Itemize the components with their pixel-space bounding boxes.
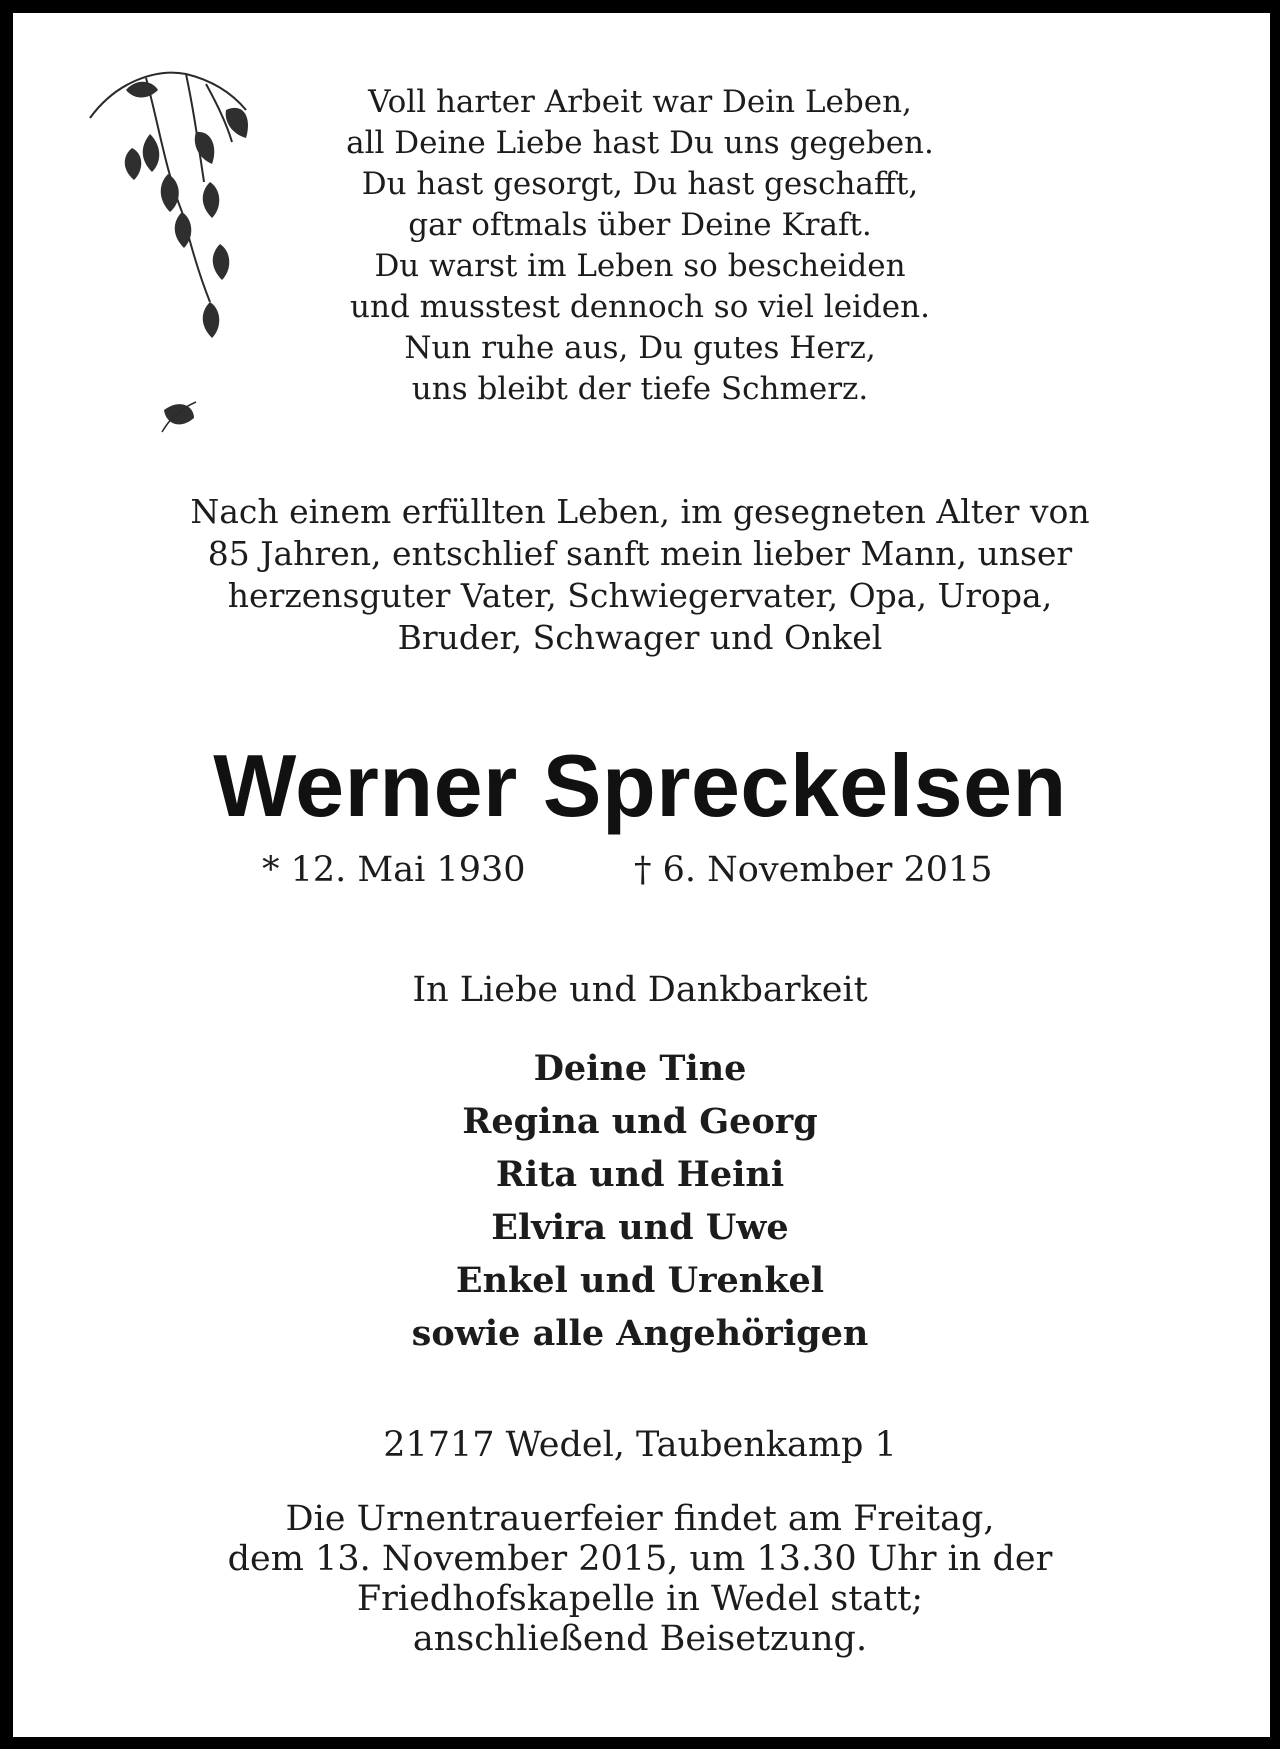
mourners-list [0,1042,1280,1360]
announcement-line: 85 Jahren, entschlief sanft mein lieber Mann, unser [207,534,1073,573]
mourner-name: Elvira und Uwe [491,1207,789,1248]
death-date: † 6. November 2015 [634,850,993,890]
birth-date: * 12. Mai 1930 [262,850,526,890]
announcement-line: Bruder, Schwager und Onkel [397,618,883,657]
poem-line: gar oftmals über Deine Kraft. [408,207,872,243]
funeral-service-info [0,1499,1280,1659]
poem-line: Voll harter Arbeit war Dein Leben, [368,84,912,120]
poem [260,82,1020,410]
poem-line: Du hast gesorgt, Du hast geschafft, [361,166,919,202]
poem-line: uns bleibt der tiefe Schmerz. [411,371,869,407]
mourner-name: Rita und Heini [495,1154,785,1195]
family-address: 21717 Wedel, Taubenkamp 1 [383,1425,897,1465]
service-line: Die Urnentrauerfeier findet am Freitag, [285,1499,995,1539]
death-announcement [60,491,1220,659]
poem-line: Du warst im Leben so bescheiden [374,248,906,284]
announcement-line: Nach einem erfüllten Leben, im gesegneten Alter von [190,492,1090,531]
birch-branch-icon [86,62,266,452]
deceased-name: Werner Spreckelsen [213,736,1067,835]
poem-line: all Deine Liebe hast Du uns gegeben. [346,125,934,161]
poem-line: und musstest dennoch so viel leiden. [350,289,930,325]
mourner-name: Enkel und Urenkel [455,1260,825,1301]
service-line: Friedhofskapelle in Wedel statt; [356,1579,924,1619]
mourner-name: Regina und Georg [462,1101,818,1142]
service-line: anschließend Beisetzung. [412,1619,868,1659]
dedication-line: In Liebe und Dankbarkeit [412,970,868,1010]
service-line: dem 13. November 2015, um 13.30 Uhr in der [227,1539,1053,1579]
announcement-line: herzensguter Vater, Schwiegervater, Opa, Uropa, [227,576,1053,615]
mourner-name: Deine Tine [533,1048,747,1089]
mourner-name: sowie alle Angehörigen [411,1313,869,1354]
poem-line: Nun ruhe aus, Du gutes Herz, [404,330,876,366]
